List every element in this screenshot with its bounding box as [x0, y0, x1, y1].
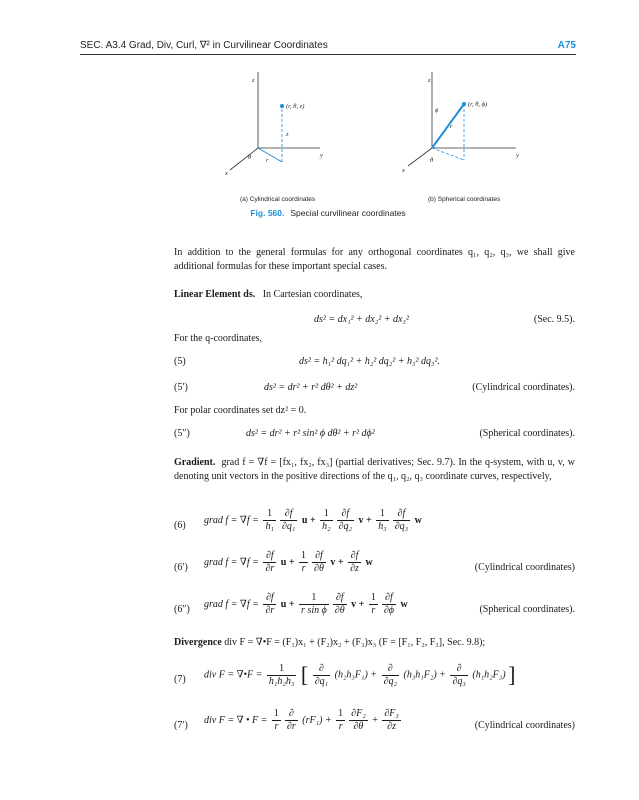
unit-v: v + [351, 598, 365, 610]
frac [280, 508, 297, 533]
den: ∂θ [314, 563, 324, 574]
cyl-z-label: z [252, 77, 255, 84]
unit-u: u + [280, 598, 295, 610]
cyl-point-label: (r, θ, z) [286, 103, 305, 110]
for-q-paragraph: For the q-coordinates, [174, 333, 263, 344]
eq-6p [174, 550, 575, 586]
divergence-body: div F = ∇•F = (F₁)x₁ + (F₂)x₂ + (F₃)x₃ (F = [F₁, F₂, F₃], Sec. 9.8); [224, 637, 486, 648]
polar-paragraph: For polar coordinates set dz² = 0. [174, 405, 307, 416]
frac [393, 508, 410, 533]
frac [299, 592, 329, 617]
num: 1 [267, 663, 296, 676]
eq-7p-tag: (7′) [174, 720, 188, 731]
eq-7p-formula [204, 708, 403, 733]
right-bracket: ] [508, 662, 516, 687]
linear-body: In Cartesian coordinates, [262, 289, 363, 300]
eq-7-tag: (7) [174, 674, 186, 685]
eq-6pp-formula [204, 592, 408, 617]
term: (h₁h₂F₃) [472, 669, 506, 681]
eq-cartesian-note: (Sec. 9.5). [533, 314, 575, 325]
den: ∂q₃ [452, 675, 466, 687]
eq-5pp-note: (Spherical coordinates). [479, 428, 575, 439]
coordinate-diagram [180, 62, 540, 197]
eq-6-lhs: grad f = ∇f = [204, 514, 259, 526]
term: (h₃h₁F₂) + [403, 669, 446, 681]
frac [272, 708, 281, 733]
eq-5p-formula: ds² = dr² + r² dθ² + dz² [264, 382, 358, 393]
frac [376, 508, 388, 533]
unit-w: w [400, 598, 408, 610]
sph-x-label: x [402, 167, 405, 174]
cyl-zcoord-label: z [286, 131, 289, 138]
gradient-paragraph [174, 456, 575, 484]
unit-u: u + [301, 514, 316, 526]
frac [382, 663, 399, 688]
eq-6pp [174, 592, 575, 628]
eq-6pp-lhs: grad f = ∇f = [204, 598, 259, 610]
num: ∂f [393, 508, 410, 521]
num: 1 [263, 508, 275, 521]
eq-7p [174, 708, 575, 744]
eq-6pp-tag: (6″) [174, 604, 190, 615]
subcaption-b: (b) Spherical coordinates [428, 196, 501, 203]
num: ∂f [333, 592, 347, 605]
num: 1 [376, 508, 388, 521]
cyl-r-label: r [266, 157, 269, 164]
num: ∂ [450, 663, 467, 676]
frac [312, 550, 326, 575]
eq-cartesian-formula: ds² = dx₁² + dx₂² + dx₃² [314, 314, 409, 325]
intro-paragraph: In addition to the general formulas for any orthogonal coordinates q₁, q₂, q₃, we shall give additional formulas for these important special cases. [174, 247, 575, 272]
num: 1 [370, 592, 376, 603]
sph-r-label: r [450, 123, 453, 130]
den: ∂q₁ [314, 675, 329, 687]
subcaption-a: (a) Cylindrical coordinates [240, 196, 316, 203]
unit-v: v + [358, 514, 372, 526]
frac [382, 592, 396, 617]
linear-heading: Linear Element ds. [174, 289, 256, 300]
cyl-y-label: y [320, 152, 323, 159]
frac [369, 592, 378, 617]
eq-6p-formula [204, 550, 373, 575]
den: ∂r [265, 605, 275, 616]
num: ∂F₂ [351, 708, 366, 719]
num: ∂ [313, 663, 330, 676]
den: ∂r [286, 721, 296, 732]
eq-5p [174, 382, 575, 398]
den: r [301, 563, 306, 574]
page-header [80, 40, 576, 56]
cyl-x-label: x [225, 170, 228, 177]
frac [263, 508, 275, 533]
num: 1 [301, 550, 307, 561]
num: ∂ [382, 663, 399, 676]
spherical-diagram [401, 72, 519, 174]
den: r [274, 721, 279, 732]
unit-w: w [365, 556, 373, 568]
sph-phi-label: ϕ [435, 107, 439, 114]
figure-number: Fig. 560. [250, 208, 285, 218]
eq-5-formula: ds² = h₁² dq₁² + h₂² dq₂² + h₃² dq₃². [299, 356, 440, 367]
eq-5p-tag: (5′) [174, 382, 188, 393]
num: ∂F₃ [384, 708, 399, 719]
num: 1 [299, 592, 329, 605]
num: ∂f [263, 592, 276, 605]
eq-5 [174, 356, 575, 372]
eq-7 [174, 660, 575, 700]
num: ∂f [312, 550, 326, 563]
den: ∂z [387, 721, 397, 732]
divergence-heading: Divergence [174, 637, 222, 648]
den: ∂q₁ [281, 521, 296, 532]
term: (h₂h₃F₁) + [334, 669, 378, 681]
eq-6p-note: (Cylindrical coordinates) [474, 562, 575, 573]
gradient-heading: Gradient. [174, 457, 216, 468]
sph-theta-label: θ [430, 157, 434, 164]
frac [320, 508, 332, 533]
den: ∂z [350, 563, 359, 574]
eq-7p-note: (Cylindrical coordinates) [474, 720, 575, 731]
sph-z-label: z [428, 77, 431, 84]
den: h₁h₂h₃ [268, 675, 295, 687]
frac [348, 550, 361, 575]
sph-point-label: (r, θ, ϕ) [468, 101, 488, 108]
frac [285, 708, 298, 733]
unit-v: v + [330, 556, 344, 568]
header-rule [80, 54, 576, 55]
den: ∂ϕ [383, 605, 394, 616]
num: ∂ [285, 708, 298, 721]
den: ∂r [265, 563, 275, 574]
den: h₂ [322, 521, 331, 532]
den: ∂θ [334, 605, 345, 616]
eq-6 [174, 508, 575, 544]
num: 1 [273, 708, 279, 719]
den: ∂q₂ [383, 675, 397, 687]
num: ∂f [337, 508, 354, 521]
divergence-paragraph [174, 636, 575, 650]
gradient-body: grad f = ∇f = [fx₁, fx₂, fx₃] (partial derivatives; Sec. 9.7). In the q-system, with u, v, w denoting unit vectors in the positive directions of the q₁, q₂, q₃ coordinate curves, respectively, [174, 457, 575, 482]
frac [299, 550, 308, 575]
sph-y-label: y [516, 152, 519, 159]
num: ∂f [382, 592, 396, 605]
frac [337, 508, 354, 533]
eq-6p-tag: (6′) [174, 562, 188, 573]
eq-5-tag: (5) [174, 356, 186, 367]
num: 1 [320, 508, 332, 521]
frac [336, 708, 345, 733]
unit-u: u + [280, 556, 295, 568]
den: ∂θ [353, 721, 364, 732]
num: ∂f [263, 550, 276, 563]
den: ∂q₃ [394, 521, 409, 532]
num: 1 [338, 708, 344, 719]
num: ∂f [348, 550, 361, 563]
frac [450, 663, 467, 688]
term: (rF₁) + [302, 714, 332, 726]
eq-7-lhs: div F = ∇•F = [204, 669, 263, 681]
den: ∂q₂ [338, 521, 353, 532]
frac [313, 663, 330, 688]
plus: + [372, 714, 378, 726]
eq-6-formula [204, 508, 422, 533]
cylindrical-diagram [224, 72, 323, 177]
left-bracket: [ [300, 662, 309, 687]
frac [382, 708, 401, 733]
frac [263, 550, 276, 575]
eq-cartesian [174, 314, 575, 330]
eq-5pp-tag: (5″) [174, 428, 190, 439]
unit-w: w [414, 514, 422, 526]
den: r sin ϕ [301, 605, 327, 616]
den: r [338, 721, 343, 732]
den: h₃ [378, 521, 387, 532]
linear-element-paragraph [174, 288, 575, 302]
eq-7p-lhs: div F = ∇ • F = [204, 714, 268, 726]
cyl-theta-label: θ [248, 154, 252, 161]
section-title: SEC. A3.4 Grad, Div, Curl, ∇² in Curvilinear Coordinates [80, 40, 328, 51]
page-number: A75 [557, 40, 576, 51]
eq-7-formula [204, 662, 515, 688]
frac [267, 663, 296, 688]
den: h₁ [265, 521, 274, 532]
eq-6-tag: (6) [174, 520, 186, 531]
frac [349, 708, 368, 733]
eq-6pp-note: (Spherical coordinates). [479, 604, 575, 615]
eq-5p-note: (Cylindrical coordinates). [472, 382, 575, 393]
den: r [371, 605, 376, 616]
frac [333, 592, 347, 617]
num: ∂f [280, 508, 297, 521]
eq-6p-lhs: grad f = ∇f = [204, 556, 259, 568]
eq-5pp-formula: ds² = dr² + r² sin² ϕ dθ² + r² dϕ² [246, 428, 375, 439]
frac [263, 592, 276, 617]
figure-caption [80, 208, 576, 218]
figure-title: Special curvilinear coordinates [290, 208, 406, 218]
eq-5pp [174, 428, 575, 444]
